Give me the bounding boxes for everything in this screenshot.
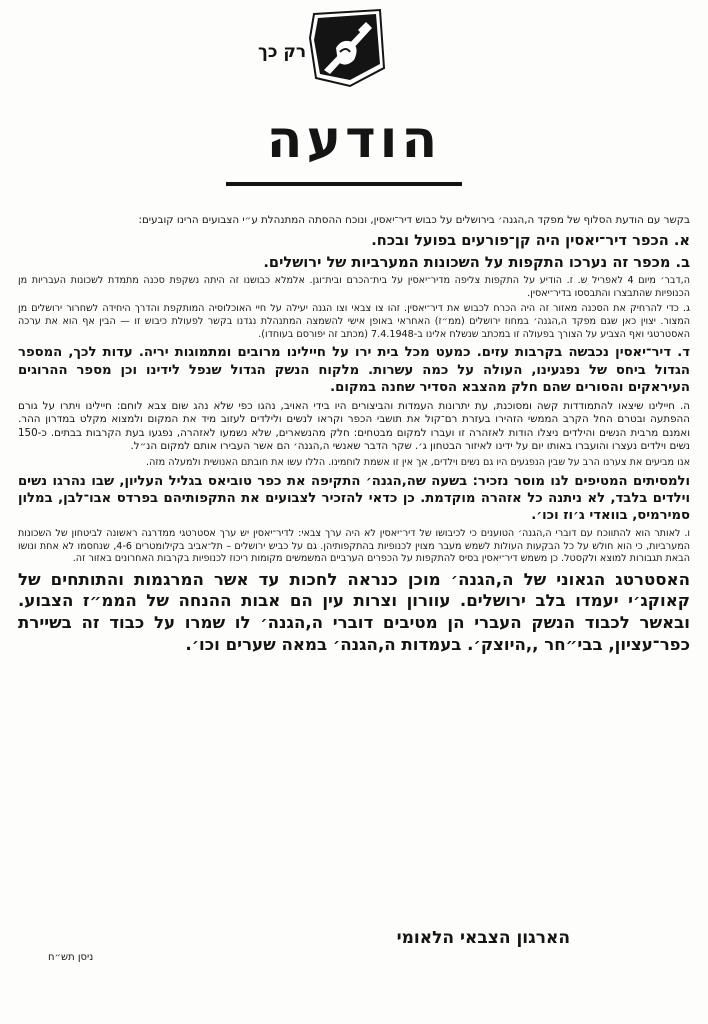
- point-f: ו. לאותר הוא להתווכח עם דוברי ה,הגנה׳ הטוענים כי לכיבושו של דיר־יאסין לא היה ערך צבאי: לדיר־יאסין יש ערך אסטרטגי ממדרגה ראשונה לביטחון של השכונות המערביות, כי הוא חולש על כל הבקעות העולות לשמש מעבר מצוין לכנופיות בהתקפותיהן. גם על כביש ירושלים – תל־אביב בקילומטרים 4-6, שנחסמו לא אחת ונושו הבאת תגבורות למוצא ולקסטל. כן משמש דיר־יאסין בסיס להתקפות על הכפרים הערביים המשמשים מקומות ריכוז לכנופיות בקרבות האחרונים באזור זה.: [18, 527, 690, 565]
- leaflet-body: [18, 214, 690, 658]
- regret-paragraph: אנו מביעים את צערנו הרב על שבין הנפגעים היו גם נשים וילדים, אך אין זו אשמת לוחמינו. הללו עשו את חובתם האנושית ולמעלה מזה.: [146, 456, 690, 468]
- rifle-hand-emblem-icon: [306, 8, 388, 88]
- point-b-detail: ה,דבר׳ מיום 4 לאפריל ש. ז. הודיע על התקפות צליפה מדיר־יאסין על בית־הכרם ובית־וגן. אלמלא כבושנו זה היתה נשקפת סכנה מתמדת לשכונות העבריות מן הכנופיות שהתבצרו והתבססו בדיר־יאסין.: [18, 275, 690, 299]
- issue-date: ניסן תש״ח: [48, 952, 94, 963]
- intro-paragraph: בקשר עם הודעת הסלוף של מפקד ה,הגנה׳ בירושלים על כבוש דיר־יאסין, ונוכח ההסתה המתנהלת ע״י הצבועים הרינו קובעים:: [138, 214, 690, 226]
- point-c: ג. כדי להרחיק את הסכנה מאזור זה היה הכרח לכבוש את דיר־יאסין. זהו צו צבאי וצו הגנה יעילה על חיי האוכלוסיה המותקפת והדרך היחידה לשחרור ירושלים מן המצור. יצוין כאן שגם מפקד ה,הגנה׳ במחוז ירושלים (ממ״ז) האחראי באופן אישי להשמצה המתנהלת נגדנו בקשר לפעולת כיבוש זו — הבין אף הוא את ערכה האסטרטגי ואף הצביע על הצורך בפעולה זו במכתב שנשלח אלינו ב-7.4.1948 (מכתב זה יפורסם בעוחדו).: [18, 303, 690, 340]
- title-underline: [226, 182, 462, 186]
- point-b: ב. מכפר זה נערכו התקפות על השכונות המערביות של ירושלים.: [263, 253, 690, 271]
- page-title: הודעה: [266, 110, 442, 170]
- signature: הארגון הצבאי הלאומי: [396, 928, 570, 948]
- point-d: ד. דיר־יאסין נכבשה בקרבות עזים. כמעט מכל בית ירו על חיילינו מרובים ומתמוגות יריה. עדות לכך, המספר הגדול ביחס של נפגעינו, העולה על כמה עשרות. מלקוח הנשק הגדול שנפל לידינו וכן מספר ההרוגים העיראקים והסורים שהם חלק מהצבא הסדיר שחנה במקום.: [18, 345, 690, 396]
- point-e: ה. חיילינו שיצאו להתמודדות קשה ומסוכנת, עת יתרונות העמדות והביצורים היו בידי האויב, נהגו כפי שלא נהג שום צבא לוחם: חיילינו ויתרו על גורם ההפתעה ובטרם החל הקרב הממשי הזהירו בעזרת רם־קול את תושבי הכפר וקראו לנשים ולילדים לעזוב מיד את המקום ולמצוא מקלט במדרון ההר. ואמנם מרבית הנשים והילדים ניצלו הודות לאזהרה זו ועברו למקום מבטחים: חלק מהנשארים, שלא נשמעו לאזהרה, נפגעו בעת הקרבות בבתים. כ-150 נשים וילדים נעצרו והועברו באותו יום על ידינו לאיזור הבטחון ג׳. שקר הדבר שאנשי ה,הגנה׳ הם אשר העבירו אותם למקום הנ״ל.: [18, 399, 690, 453]
- header-text-right: רק כך: [258, 42, 307, 62]
- point-a: א. הכפר דיר־יאסין היה קן־פורעים בפועל ובכח.: [371, 231, 690, 249]
- leaflet-header: [0, 8, 708, 88]
- inciters-paragraph: ולמסיתים המטיפים לנו מוסר נזכיר: בשעה שה,הגנה׳ התקיפה את כפר טוביאס בגליל העליון, שבו נהרגו נשים וילדים בלבד, לא ניתנה כל אזהרה מוקדמת. כן כדאי להזכיר לצבועים את התקפותיהם בפרדס אבו־לבן, במלון סמירמיס, בוואדי ג׳וז וכו׳.: [18, 473, 690, 524]
- closing-paragraph: האסטרטג הגאוני של ה,הגנה׳ מוכן כנראה לחכות עד אשר המרגמות והתותחים של קאוקג׳י יעמדו בלב ירושלים. עוורון וצרות עין הם אבות ההנחה של הממ״ז הצבוע. ובאשר לכבוד הנשק העברי הן מטיבים דוברי ה,הגנה׳ לו שמרו על כבוד זה בשיירת כפר־עציון, בבי״חר ,,היוצק׳. בעמדות ה,הגנה׳ במאה שערים וכו׳.: [18, 569, 690, 654]
